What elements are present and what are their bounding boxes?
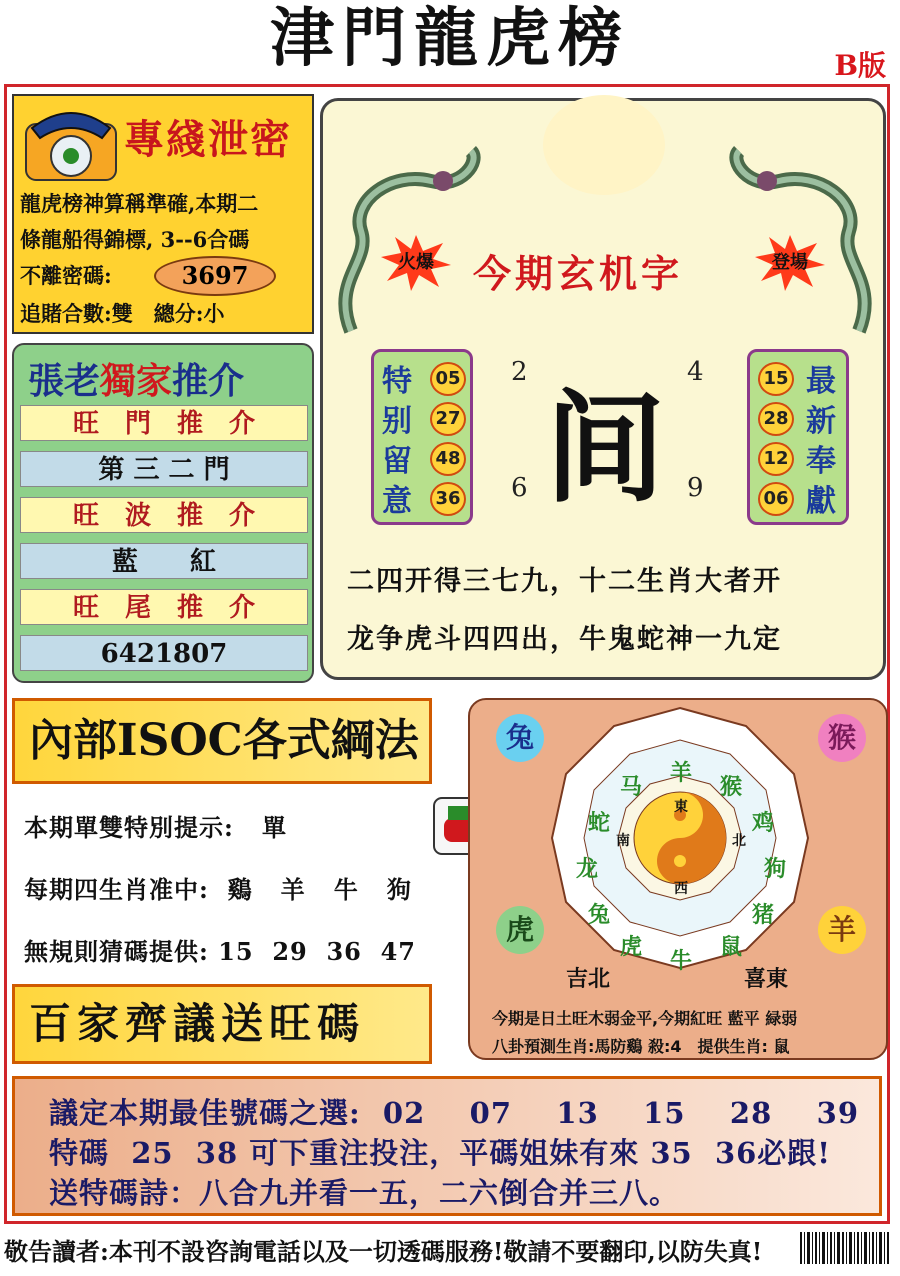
right-label-char: 最: [806, 364, 836, 399]
right-label-char: 獻: [806, 484, 836, 519]
mystery-panel: [320, 98, 886, 680]
bagua-note-1: 今期是日土旺木弱金平,今期紅旺 藍平 緑弱: [492, 1009, 798, 1028]
corner-zodiac: 兔: [496, 714, 544, 762]
wheel-animal: 龙: [576, 856, 599, 882]
secret-line-4: 追賭合數:雙 總分:小: [20, 301, 225, 326]
left-label-char: 别: [382, 404, 412, 439]
right-label-char: 新: [806, 404, 836, 439]
telephone-icon: [24, 104, 118, 184]
bagua-note-2: 八卦預測生肖:馬防鷄 殺:4 提供生肖: 鼠: [492, 1037, 790, 1056]
number-ball: 27: [430, 402, 466, 436]
wheel-animal: 羊: [670, 760, 693, 786]
secret-code-label: 不離密碼:: [20, 263, 112, 288]
number-ball: 06: [758, 482, 794, 516]
mystery-title: 今期玄机字: [473, 251, 684, 296]
dir-east: 東: [674, 799, 688, 815]
wheel-animal: 猴: [720, 774, 743, 800]
corner-zodiac: 羊: [818, 906, 866, 954]
zhang-row-5: 旺 尾 推 介: [20, 589, 308, 625]
wheel-animal: 蛇: [588, 810, 611, 836]
footer-warning: 敬告讀者:本刊不設咨詢電話以及一切透碼服務!敬請不要翻印,以防失真!: [4, 1237, 763, 1266]
number-ball: 36: [430, 482, 466, 516]
burst-left: 火爆: [381, 235, 451, 291]
zhang-row-1: 旺 門 推 介: [20, 405, 308, 441]
secret-code: 3697: [154, 256, 276, 296]
wheel-animal: 鸡: [752, 810, 775, 836]
digit: 6: [511, 473, 528, 503]
wheel-animal: 猪: [752, 902, 775, 928]
digit: 4: [687, 357, 704, 387]
left-label-char: 特: [382, 364, 412, 399]
right-label-char: 奉: [806, 444, 836, 479]
bagua-wheel: [550, 706, 810, 970]
best-line-1: 議定本期最佳號碼之選: 02 07 13 15 28 39: [49, 1096, 860, 1130]
barcode-icon: [796, 1228, 896, 1272]
wheel-animal: 狗: [764, 856, 787, 882]
edition-label: B版: [834, 49, 886, 82]
moon-decoration: [543, 95, 665, 195]
digit: 2: [511, 357, 528, 387]
zhang-heading: 張老獨家推介: [28, 360, 245, 402]
corner-zodiac: 虎: [496, 906, 544, 954]
number-ball: 12: [758, 442, 794, 476]
left-label-char: 意: [382, 484, 412, 519]
left-label-char: 留: [382, 444, 412, 479]
number-ball: 15: [758, 362, 794, 396]
poem-line-1: 二四开得三七九，十二生肖大者开: [347, 566, 782, 597]
wheel-animal: 马: [620, 774, 643, 800]
number-ball: 28: [758, 402, 794, 436]
random-guess-hint: 無規則猜碼提供: 15 29 36 47: [24, 937, 416, 966]
digit: 9: [687, 473, 704, 503]
wheel-animal: 虎: [620, 934, 643, 960]
secret-heading: 專綫泄密: [124, 116, 292, 163]
number-ball: 05: [430, 362, 466, 396]
best-line-3: 送特碼詩：八合九并看一五，二六倒合并三八。: [49, 1176, 680, 1210]
secret-line-2: 條龍船得錦標, 3--6合碼: [20, 227, 250, 252]
zhang-row-4: 藍 紅: [20, 543, 308, 579]
secret-box: [12, 94, 314, 334]
burst-right: 登場: [755, 235, 825, 291]
bagua-panel: [468, 698, 888, 1060]
best-line-2: 特碼 25 38 可下重注投注，平碼姐妹有來 35 36必跟!: [49, 1136, 832, 1170]
wheel-animal: 牛: [670, 948, 693, 974]
secret-line-1: 龍虎榜神算稱準確,本期二: [20, 191, 259, 216]
zhang-row-2: 第 三 二 門: [20, 451, 308, 487]
wheel-animal: 鼠: [720, 934, 743, 960]
zhang-row-3: 旺 波 推 介: [20, 497, 308, 533]
special-attention-box: [371, 349, 473, 525]
page-title: 津門龍虎榜: [270, 1, 630, 76]
zhang-row-6: 6421807: [20, 635, 308, 671]
zhang-box: [12, 343, 314, 683]
dir-south: 南: [616, 833, 630, 849]
corner-zodiac: 猴: [818, 714, 866, 762]
best-numbers-panel: [12, 1076, 882, 1216]
dir-west: 西: [674, 881, 688, 897]
location-left: 吉北: [566, 966, 611, 992]
mystery-character: 间: [545, 378, 665, 519]
poem-line-2: 龙争虎斗四四出，牛鬼蛇神一九定: [347, 624, 782, 655]
location-right: 喜東: [744, 966, 789, 992]
latest-offer-box: [747, 349, 849, 525]
dir-north: 北: [732, 833, 746, 849]
wheel-animal: 兔: [588, 902, 611, 928]
four-zodiac-hint: 每期四生肖准中: 鷄 羊 牛 狗: [24, 875, 412, 904]
single-double-hint: 本期單雙特別提示: 單: [24, 813, 287, 842]
isoc-banner: 內部ISOC各式綱法: [12, 698, 432, 784]
number-ball: 48: [430, 442, 466, 476]
hundred-families-banner: 百家齊議送旺碼: [12, 984, 432, 1064]
